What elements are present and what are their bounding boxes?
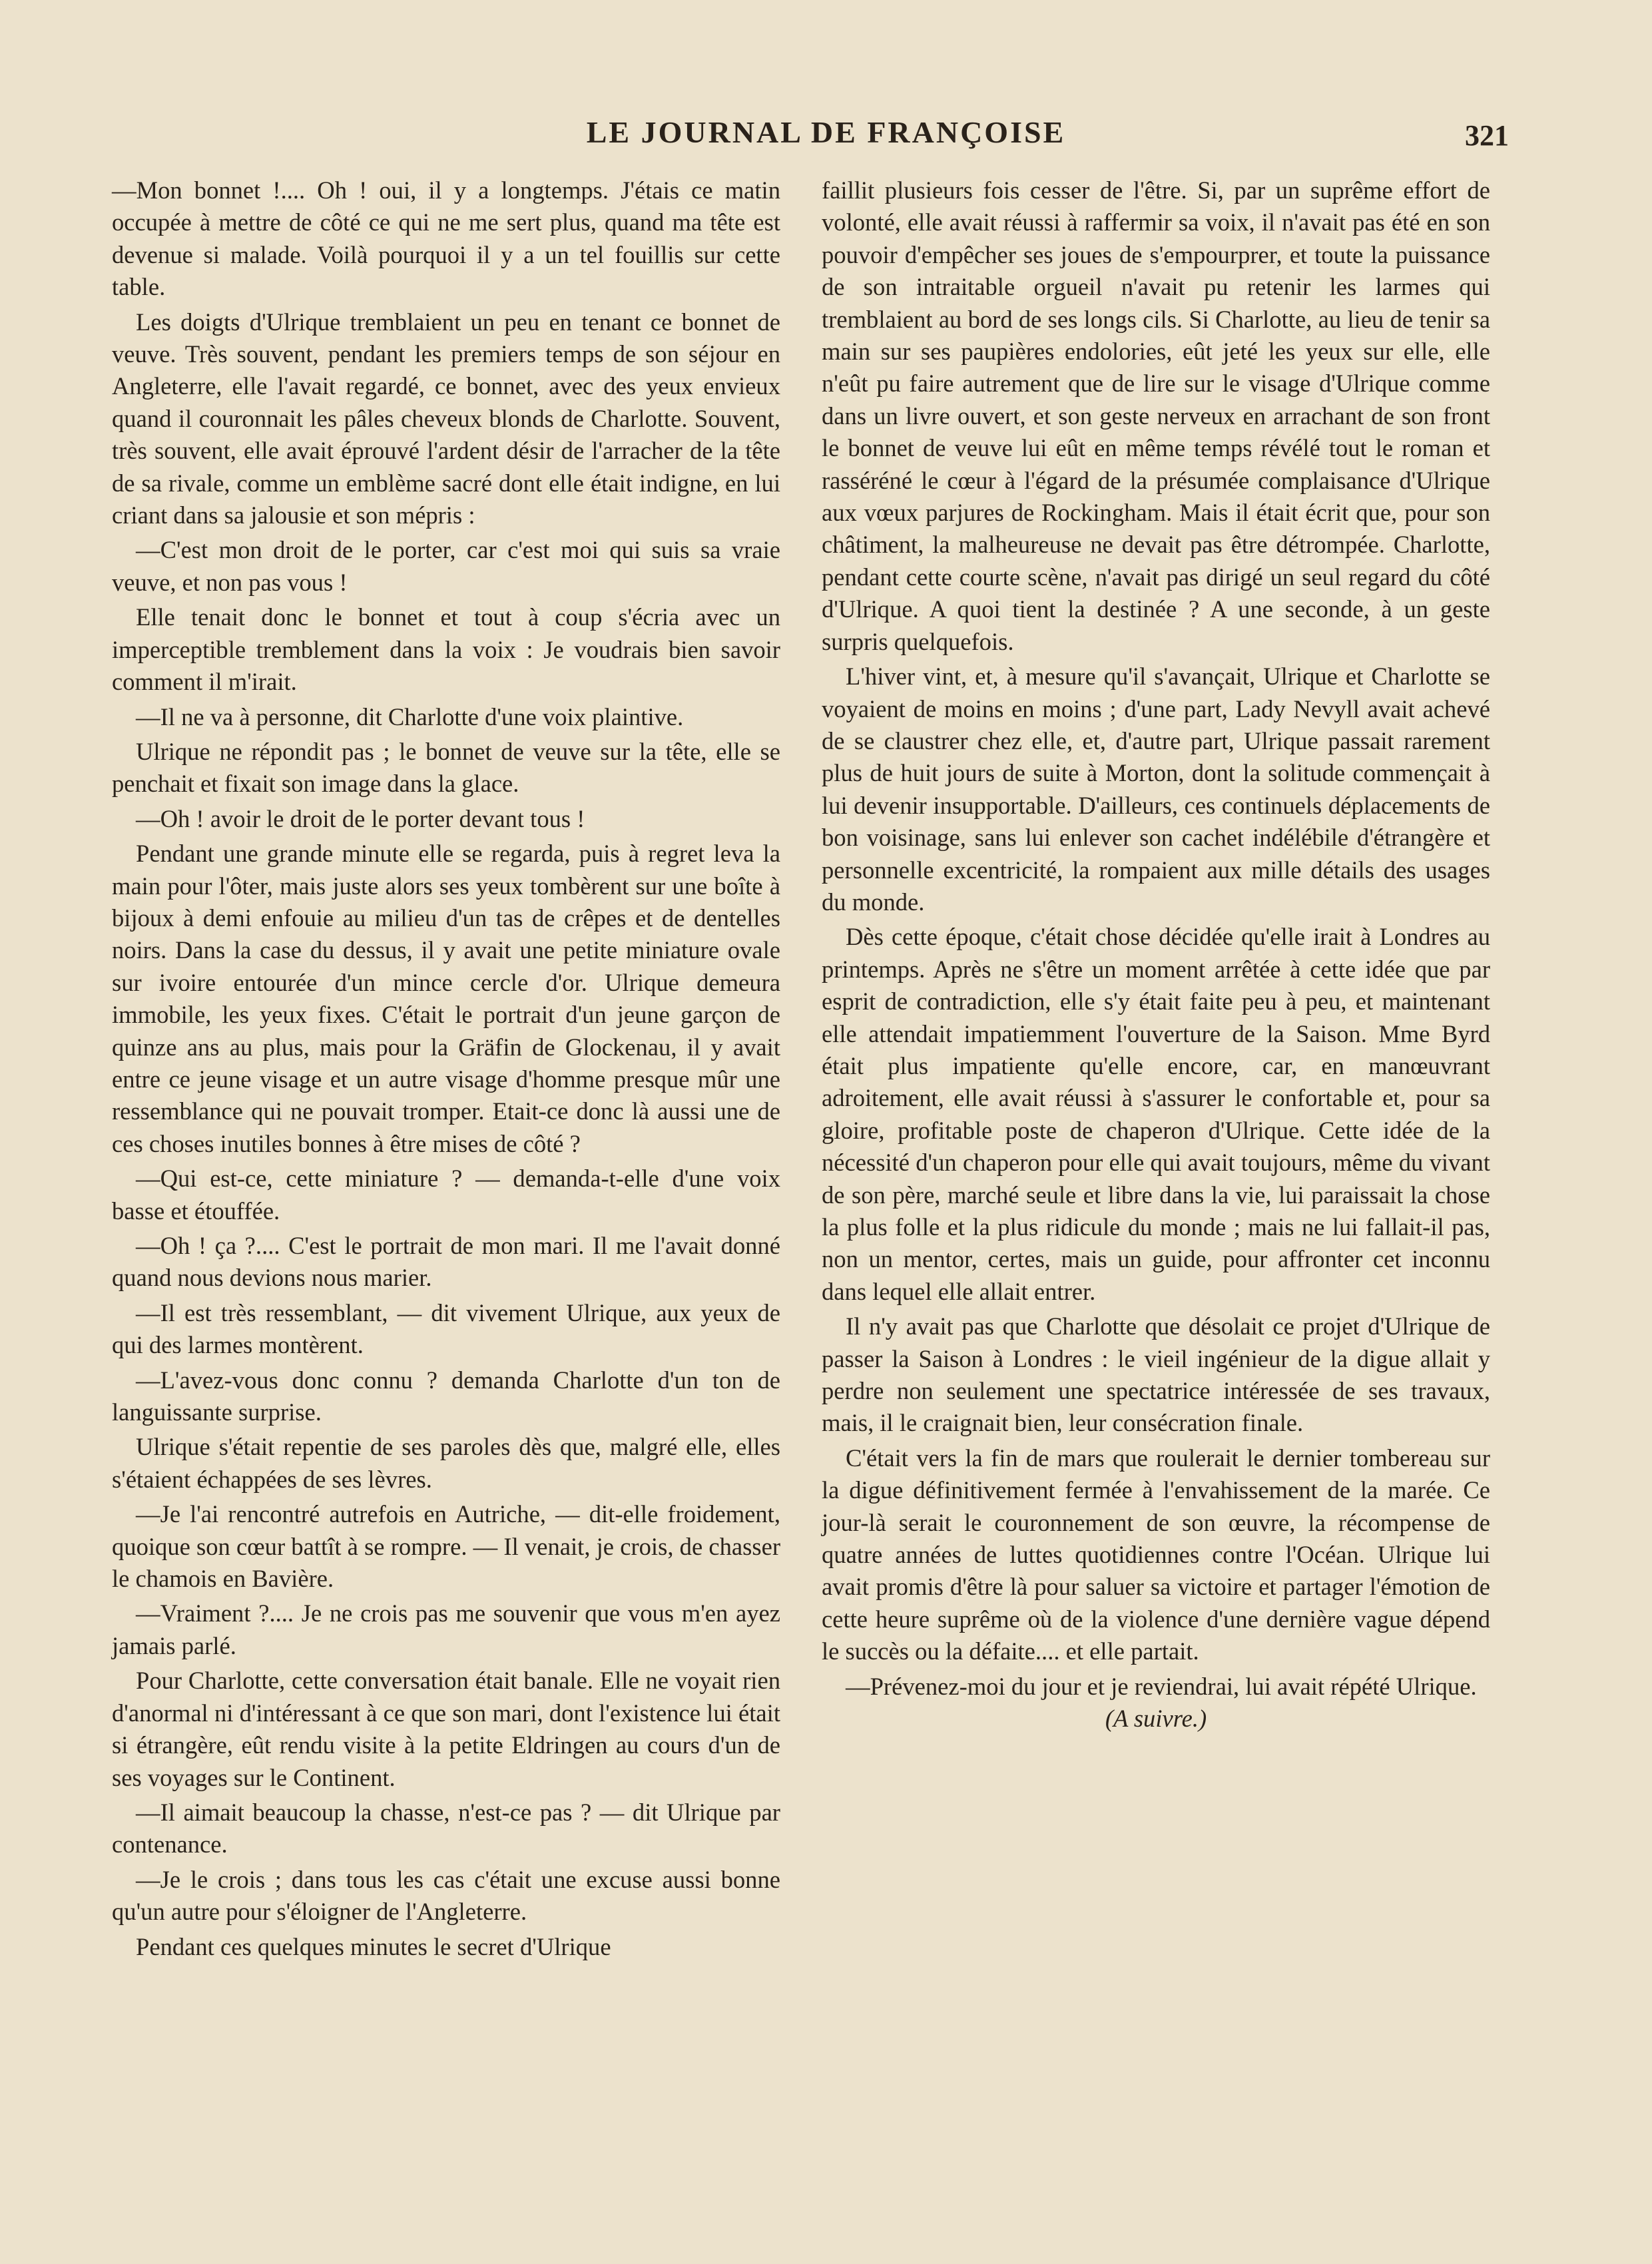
paragraph: Il n'y avait pas que Charlotte que désolait ce projet d'Ulrique de passer la Saison à Londres : le vieil ingénieur de la digue allait y perdre non seulement une spectatrice intéressée de ses travaux, mais, il le craignait bien, leur consécration finale.: [822, 1312, 1490, 1437]
paragraph: —Je l'ai rencontré autrefois en Autriche, — dit-elle froidement, quoique son cœur battît à se rompre. — Il venait, je crois, de chasser le chamois en Bavière.: [112, 1500, 780, 1593]
paragraph: Elle tenait donc le bonnet et tout à coup s'écria avec un imperceptible tremblement dans la voix : Je voudrais bien savoir comment il m'irait.: [112, 603, 780, 696]
paragraph: —Mon bonnet !.... Oh ! oui, il y a longtemps. J'étais ce matin occupée à mettre de côté ce qui ne me sert plus, quand ma tête est devenue si malade. Voilà pourquoi il y a un tel fouillis sur cette table.: [112, 176, 780, 301]
paragraph: faillit plusieurs fois cesser de l'être. Si, par un suprême effort de volonté, elle avait réussi à raffermir sa voix, il n'avait pas été en son pouvoir d'empêcher ses joues de s'empourprer, et toute la puissance de son intraitable orgueil n'avait pu retenir les larmes qui tremblaient au bord de ses longs cils. Si Charlotte, au lieu de tenir sa main sur ses paupières endolories, eût jeté les yeux sur elle, elle n'eût pu faire autrement que de lire sur le visage d'Ulrique comme dans un livre ouvert, et son geste nerveux en arrachant de son front le bonnet de veuve lui eût en même temps révélé tout le roman et rasséréné le cœur à l'égard de la présumée complaisance d'Ulrique aux vœux parjures de Rockingham. Mais il était écrit que, pour son châtiment, la malheureuse ne devait pas être détrompée. Charlotte, pendant cette courte scène, n'avait pas dirigé un seul regard du côté d'Ulrique. A quoi tient la destinée ? A une seconde, à un geste surpris quelquefois.: [822, 176, 1490, 655]
paragraph: —Il est très ressemblant, — dit vivement Ulrique, aux yeux de qui des larmes montèrent.: [112, 1298, 780, 1359]
paragraph: —Qui est-ce, cette miniature ? — demanda-t-elle d'une voix basse et étouffée.: [112, 1165, 780, 1225]
page-number: 321: [1465, 119, 1509, 152]
paragraph: —C'est mon droit de le porter, car c'est moi qui suis sa vraie veuve, et non pas vous !: [112, 536, 780, 596]
paragraph: Pour Charlotte, cette conversation était banale. Elle ne voyait rien d'anormal ni d'intéressant à ce que son mari, dont l'existence lui était si étrangère, eût rendu visite à la petite Eldringen au cours d'un de ses voyages sur le Continent.: [112, 1667, 780, 1791]
paragraph: —L'avez-vous donc connu ? demanda Charlotte d'un ton de languissante surprise.: [112, 1366, 780, 1426]
paragraph: —Il ne va à personne, dit Charlotte d'une voix plaintive.: [136, 703, 684, 730]
paragraph: —Prévenez-moi du jour et je reviendrai, lui avait répété Ulrique.: [846, 1672, 1477, 1700]
paragraph: —Oh ! ça ?.... C'est le portrait de mon mari. Il me l'avait donné quand nous devions nous marier.: [112, 1232, 780, 1292]
paragraph: —Je le crois ; dans tous les cas c'était une excuse aussi bonne qu'un autre pour s'éloigner de l'Angleterre.: [112, 1865, 780, 1926]
paragraph: L'hiver vint, et, à mesure qu'il s'avançait, Ulrique et Charlotte se voyaient de moins en moins ; d'une part, Lady Nevyll avait achevé de se claustrer chez elle, et, d'autre part, Ulrique passait rarement plus de huit jours de suite à Morton, dont la solitude commençait à lui devenir insupportable. D'ailleurs, ces continuels déplacements de bon voisinage, sans lui enlever son cachet indélébile d'étrangère et personnelle excentricité, la rompaient aux mille détails des usages du monde.: [822, 663, 1490, 916]
paragraph: Ulrique ne répondit pas ; le bonnet de veuve sur la tête, elle se penchait et fixait son image dans la glace.: [112, 737, 780, 798]
paragraph: C'était vers la fin de mars que roulerait le dernier tombereau sur la digue définitivement fermée à l'envahissement de la marée. Ce jour-là serait le couronnement de son œuvre, la récompense de quatre années de luttes quotidiennes contre l'Océan. Ulrique lui avait promis d'être là pour saluer sa victoire et partager l'émotion de cette heure suprême où de la violence d'une dernière vague dépend le succès ou la défaite.... et elle partait.: [822, 1444, 1490, 1665]
paragraph: Pendant ces quelques minutes le secret d'Ulrique: [136, 1932, 611, 1960]
paragraph: —Vraiment ?.... Je ne crois pas me souvenir que vous m'en ayez jamais parlé.: [112, 1599, 780, 1659]
right-column: [822, 174, 1490, 1735]
paragraph: Ulrique s'était repentie de ses paroles dès que, malgré elle, elles s'étaient échappées de ses lèvres.: [112, 1433, 780, 1493]
paragraph: Les doigts d'Ulrique tremblaient un peu en tenant ce bonnet de veuve. Très souvent, pendant les premiers temps de son séjour en Angleterre, elle l'avait regardé, ce bonnet, avec des yeux envieux quand il couronnait les pâles cheveux blonds de Charlotte. Souvent, très souvent, elle avait éprouvé l'ardent désir de l'arracher de la tête de sa rivale, comme un emblème sacré dont elle était indigne, en lui criant dans sa jalousie et son mépris :: [112, 308, 780, 529]
paragraph: —Oh ! avoir le droit de le porter devant tous !: [136, 804, 585, 832]
paragraph: Dès cette époque, c'était chose décidée qu'elle irait à Londres au printemps. Après ne s'être un moment arrêtée à cette idée que par esprit de contradiction, elle s'y était faite peu à peu, et maintenant elle attendait impatiemment l'ouverture de la Saison. Mme Byrd était plus impatiente qu'elle encore, car, en manœuvrant adroitement, elle avait réussi à s'assurer le confortable et, pour sa gloire, profitable poste de chaperon d'Ulrique. Cette idée de la nécessité d'un chaperon pour elle qui avait toujours, même du vivant de son père, marché seule et libre dans la vie, lui paraissait la chose la plus folle et la plus ridicule du monde ; mais ne lui fallait-il pas, non un mentor, certes, mais un guide, pour affronter cet inconnu dans lequel elle allait entrer.: [822, 923, 1490, 1305]
to-be-continued: (A suivre.): [1105, 1705, 1207, 1733]
running-title: LE JOURNAL DE FRANÇOISE: [586, 115, 1066, 149]
paragraph: —Il aimait beaucoup la chasse, n'est-ce pas ? — dit Ulrique par contenance.: [112, 1798, 780, 1858]
paragraph: Pendant une grande minute elle se regarda, puis à regret leva la main pour l'ôter, mais juste alors ses yeux tombèrent sur une boîte à bijoux à demi enfouie au milieu d'un tas de crêpes et de dentelles noirs. Dans la case du dessus, il y avait une petite miniature ovale sur ivoire entourée d'un mince cercle d'or. Ulrique demeura immobile, les yeux fixes. C'était le portrait d'un jeune garçon de quinze ans au plus, mais pour la Gräfin de Glockenau, il y avait entre ce jeune visage et un autre visage d'homme presque mûr une ressemblance qui ne pouvait tromper. Etait-ce donc là aussi une de ces choses inutiles bonnes à être mises de côté ?: [112, 840, 780, 1157]
left-column: [112, 174, 780, 1963]
